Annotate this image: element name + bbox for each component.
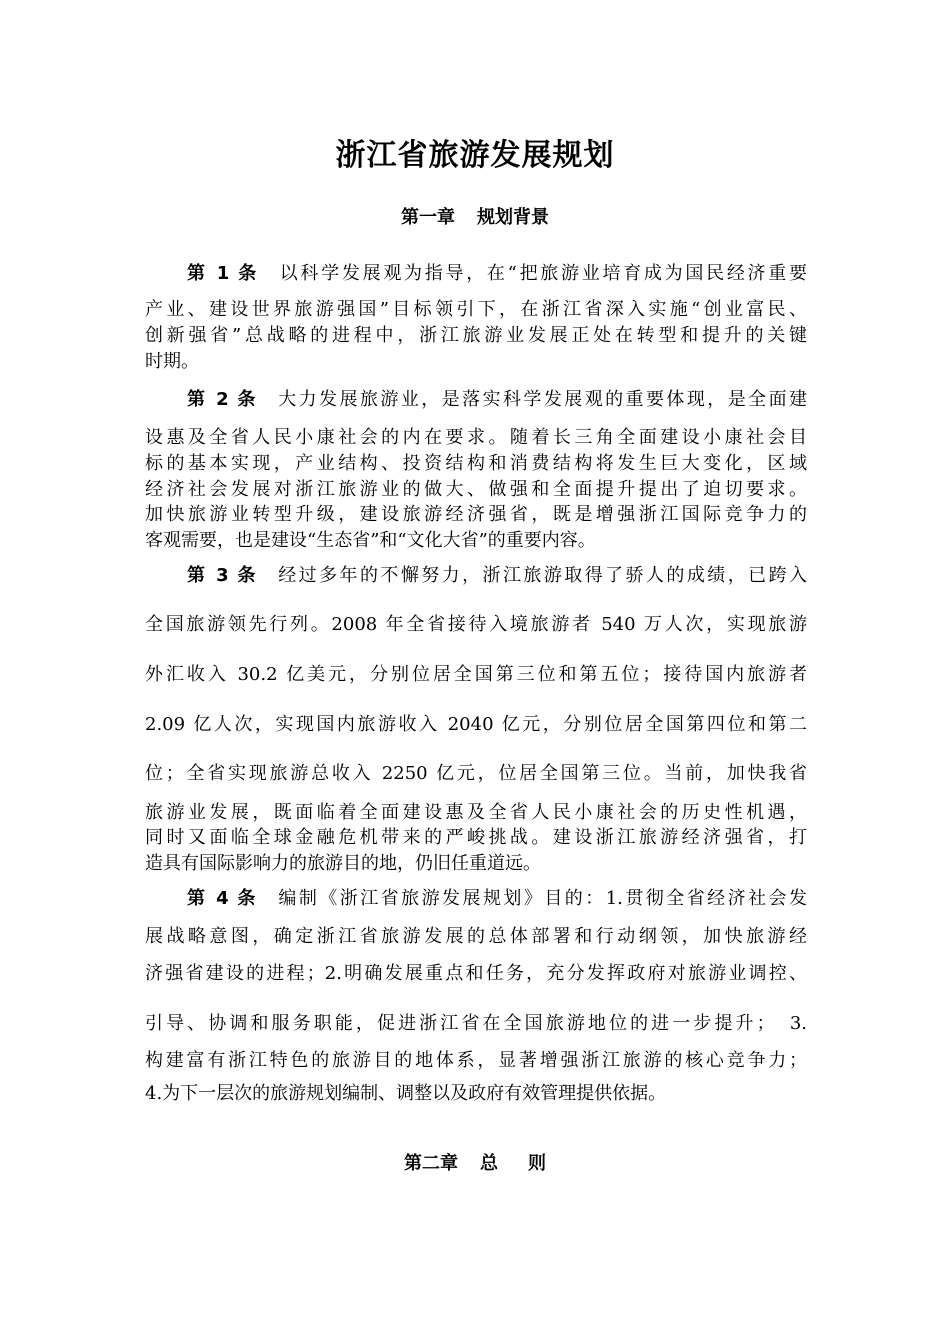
article-3-line-2: 全国旅游领先行列。2008 年全省接待入境旅游者 540 万人次，实现旅游 <box>145 614 807 635</box>
article-3-line-3: 外汇收入 30.2 亿美元，分别位居全国第三位和第五位；接待国内旅游者 <box>145 664 807 685</box>
chapter-1-label: 第一章 <box>401 207 455 228</box>
article-2-line-4: 经济社会发展对浙江旅游业的做大、做强和全面提升提出了迫切要求。 <box>145 479 807 500</box>
article-3-line-1: 第 3 条 经过多年的不懈努力，浙江旅游取得了骄人的成绩，已跨入 <box>187 565 808 586</box>
chapter-1-name: 规划背景 <box>477 207 549 228</box>
article-4-line-4: 引导、协调和服务职能，促进浙江省在全国旅游地位的进一步提升； 3. <box>145 1013 807 1034</box>
article-1-line-1: 第 1 条 以科学发展观为指导，在“把旅游业培育成为国民经济重要 <box>187 263 808 284</box>
article-2-line-5: 加快旅游业转型升级，建设旅游经济强省，既是增强浙江国际竞争力的 <box>145 504 807 525</box>
chapter-2-heading <box>0 1149 950 1175</box>
article-3-line-7: 同时又面临全球金融危机带来的严峻挑战。建设浙江旅游经济强省，打 <box>145 827 807 848</box>
chapter-2-label: 第二章 <box>404 1153 458 1174</box>
article-4-line-5: 构建富有浙江特色的旅游目的地体系，显著增强浙江旅游的核心竞争力； <box>145 1050 807 1071</box>
article-1-label: 第 1 条 <box>187 263 259 284</box>
article-3-label: 第 3 条 <box>187 565 258 586</box>
article-1-line-2: 产业、建设世界旅游强国”目标领引下，在浙江省深入实施“创业富民、 <box>145 299 807 320</box>
article-2-label: 第 2 条 <box>187 389 258 410</box>
chapter-2-name-part-2: 则 <box>528 1153 546 1174</box>
document-title: 浙江省旅游发展规划 <box>335 138 615 173</box>
article-3-line-8: 造具有国际影响力的旅游目的地，仍旧任重道远。 <box>145 853 541 874</box>
article-2-line-2: 设惠及全省人民小康社会的内在要求。随着长三角全面建设小康社会目 <box>145 427 807 448</box>
chapter-1-heading <box>0 203 950 229</box>
article-4-line-1: 第 4 条 编制《浙江省旅游发展规划》目的：1.贯彻全省经济社会发 <box>187 888 808 909</box>
article-4-line-3: 济强省建设的进程；2.明确发展重点和任务，充分发挥政府对旅游业调控、 <box>145 963 807 984</box>
chapter-2-name-part-1: 总 <box>480 1153 498 1174</box>
article-3-line-5: 位；全省实现旅游总收入 2250 亿元，位居全国第三位。当前，加快我省 <box>145 763 807 784</box>
article-2-line-1: 第 2 条 大力发展旅游业，是落实科学发展观的重要体现，是全面建 <box>187 389 808 410</box>
article-4-label: 第 4 条 <box>187 888 258 909</box>
article-3-line-4: 2.09 亿人次，实现国内旅游收入 2040 亿元，分别位居全国第四位和第二 <box>145 714 807 735</box>
article-2-line-6: 客观需要，也是建设“生态省”和“文化大省”的重要内容。 <box>145 530 596 551</box>
article-2-line-3: 标的基本实现，产业结构、投资结构和消费结构将发生巨大变化，区域 <box>145 453 807 474</box>
article-1-line-3: 创新强省”总战略的进程中，浙江旅游业发展正处在转型和提升的关键 <box>145 325 807 346</box>
article-4-line-2: 展战略意图，确定浙江省旅游发展的总体部署和行动纲领，加快旅游经 <box>145 926 807 947</box>
article-4-line-6: 4.为下一层次的旅游规划编制、调整以及政府有效管理提供依据。 <box>145 1083 667 1104</box>
article-1-line-4: 时期。 <box>145 351 199 372</box>
article-3-line-6: 旅游业发展，既面临着全面建设惠及全省人民小康社会的历史性机遇， <box>145 802 807 823</box>
